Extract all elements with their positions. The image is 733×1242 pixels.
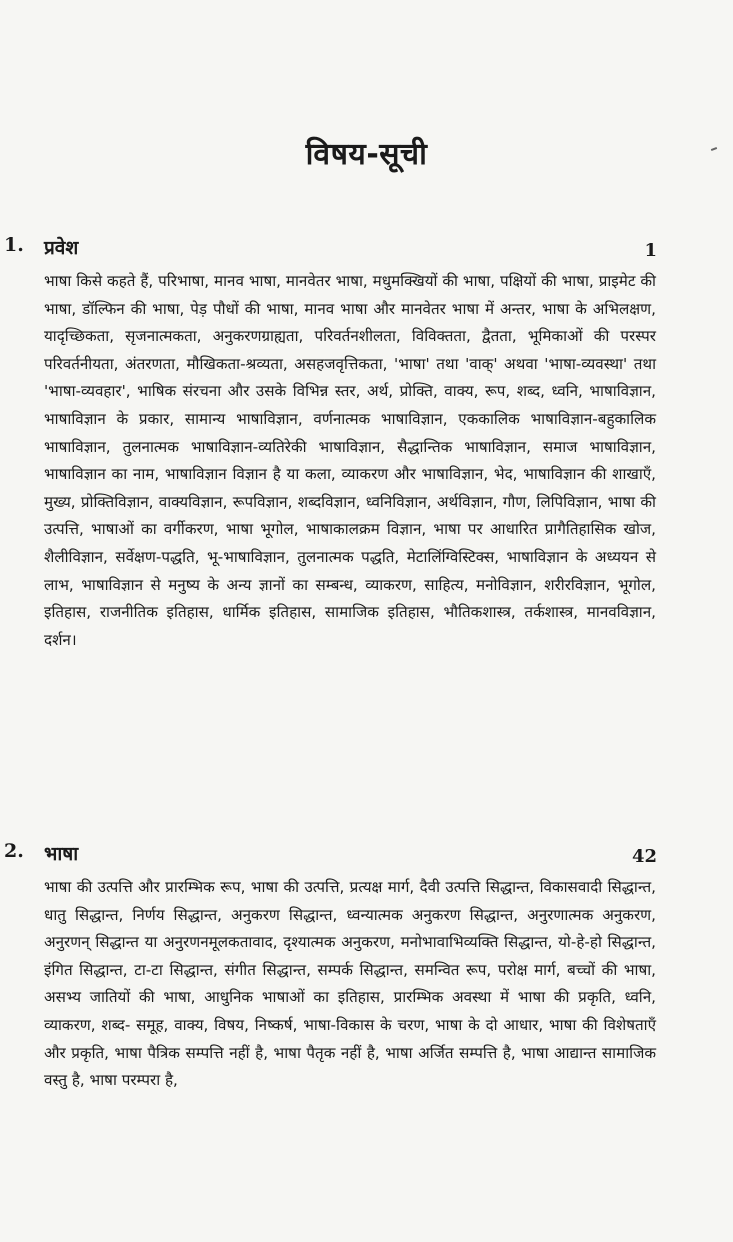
- toc-section-header: [0, 234, 733, 268]
- section-number: 1.: [4, 234, 24, 256]
- toc-section-header: [0, 840, 733, 874]
- toc-section-1: [0, 234, 733, 654]
- section-title: भाषा: [44, 843, 79, 865]
- section-topics: भाषा की उत्पत्ति और प्रारम्भिक रूप, भाषा की उत्पत्ति, प्रत्यक्ष मार्ग, दैवी उत्पत्ति सिद्धान्त, विकासवादी सिद्धान्त, धातु सिद्धान्त, निर्णय सिद्धान्त, अनुकरण सिद्धान्त, ध्वन्यात्मक अनुकरण सिद्धान्त, अनुरणात्मक अनुकरण, अनुरणन् सिद्धान्त या अनुरणनमूलकतावाद, दृश्यात्मक अनुकरण, मनोभावाभिव्यक्ति सिद्धान्त, यो-हे-हो सिद्धान्त, इंगित सिद्धान्त, टा-टा सिद्धान्त, संगीत सिद्धान्त, सम्पर्क सिद्धान्त, समन्वित रूप, परोक्ष मार्ग, बच्चों की भाषा, असभ्य जातियों की भाषा, आधुनिक भाषाओं का इतिहास, प्रारम्भिक अवस्था में भाषा की प्रकृति, ध्वनि, व्याकरण, शब्द- समूह, वाक्य, विषय, निष्कर्ष, भाषा-विकास के चरण, भाषा के दो आधार, भाषा की विशेषताएँ और प्रकृति, भाषा पैत्रिक सम्पत्ति नहीं है, भाषा पैतृक नहीं है, भाषा अर्जित सम्पत्ति है, भाषा आद्यान्त सामाजिक वस्तु है, भाषा परम्परा है,: [44, 878, 656, 1090]
- section-number: 2.: [4, 840, 24, 862]
- section-topics: भाषा किसे कहते हैं, परिभाषा, मानव भाषा, मानवेतर भाषा, मधुमक्खियों की भाषा, पक्षियों की भाषा, प्राइमेट की भाषा, डॉल्फिन की भाषा, पेड़ पौधों की भाषा, मानव भाषा और मानवेतर भाषा में अन्तर, भाषा के अभिलक्षण, यादृच्छिकता, सृजनात्मकता, अनुकरणग्राह्यता, परिवर्तनशीलता, विविक्तता, द्वैतता, भूमिकाओं की परस्पर परिवर्तनीयता, अंतरणता, मौखिकता-श्रव्यता, असहजवृत्तिकता, 'भाषा' तथा 'वाक्' अथवा 'भाषा-व्यवस्था' तथा 'भाषा-व्यवहार', भाषिक संरचना और उसके विभिन्न स्तर, अर्थ, प्रोक्ति, वाक्य, रूप, शब्द, ध्वनि, भाषाविज्ञान, भाषाविज्ञान के प्रकार, सामान्य भाषाविज्ञान, वर्णनात्मक भाषाविज्ञान, एककालिक भाषाविज्ञान-बहुकालिक भाषाविज्ञान, तुलनात्मक भाषाविज्ञान-व्यतिरेकी भाषाविज्ञान, सैद्धान्तिक भाषाविज्ञान, समाज भाषाविज्ञान, भाषाविज्ञान का नाम, भाषाविज्ञान विज्ञान है या कला, व्याकरण और भाषाविज्ञान, भेद, भाषाविज्ञान की शाखाएँ, मुख्य, प्रोक्तिविज्ञान, वाक्यविज्ञान, रूपविज्ञान, शब्दविज्ञान, ध्वनिविज्ञान, अर्थविज्ञान, गौण, लिपिविज्ञान, भाषा की उत्पत्ति, भाषाओं का वर्गीकरण, भाषा भूगोल, भाषाकालक्रम विज्ञान, भाषा पर आधारित प्रागैतिहासिक खोज, शैलीविज्ञान, सर्वेक्षण-पद्धति, भू-भाषाविज्ञान, तुलनात्मक पद्धति, मेटालिंग्विस्टिक्स, भाषाविज्ञान के अध्ययन से लाभ, भाषाविज्ञान से मनुष्य के अन्य ज्ञानों का सम्बन्ध, व्याकरण, साहित्य, मनोविज्ञान, शरीरविज्ञान, भूगोल, इतिहास, राजनीतिक इतिहास, धार्मिक इतिहास, सामाजिक इतिहास, भौतिकशास्त्र, तर्कशास्त्र, मानवविज्ञान, दर्शन।: [44, 272, 656, 649]
- section-title: प्रवेश: [44, 237, 79, 259]
- page-title: विषय-सूची: [305, 137, 428, 172]
- section-page-number: 42: [631, 846, 657, 867]
- toc-section-2: [0, 840, 733, 1095]
- section-page-number: 1: [644, 240, 657, 261]
